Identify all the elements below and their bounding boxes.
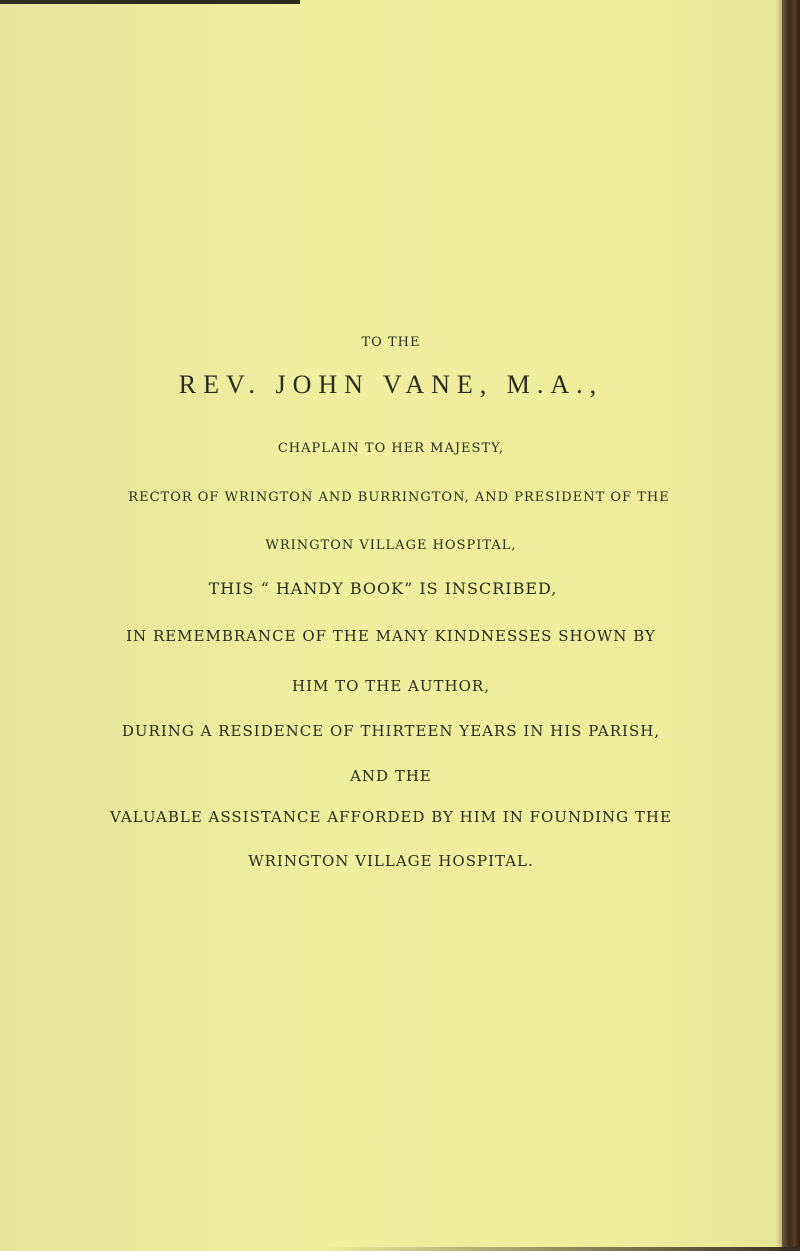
and-the-line: AND THE (350, 767, 432, 785)
page-top-edge (0, 0, 300, 4)
residence-line: DURING A RESIDENCE OF THIRTEEN YEARS IN HIS PARISH, (121, 722, 661, 740)
remembrance-line: IN REMEMBRANCE OF THE MANY KINDNESSES SHOWN BY (126, 627, 656, 645)
dedicatee-rector-line: RECTOR OF WRINGTON AND BURRINGTON, AND PRESIDENT OF THE (128, 490, 670, 505)
author-line: HIM TO THE AUTHOR, (292, 677, 490, 695)
dedication-to-the: TO THE (361, 335, 421, 350)
book-binding-edge (782, 0, 800, 1251)
assistance-line: VALUABLE ASSISTANCE AFFORDED BY HIM IN FOUNDING THE (110, 808, 672, 826)
inscribed-line: THIS “ HANDY BOOK” IS INSCRIBED, (208, 579, 558, 598)
dedicatee-name: REV. JOHN VANE, M.A., (178, 370, 604, 399)
final-hospital-line: WRINGTON VILLAGE HOSPITAL. (248, 852, 534, 870)
page-bottom-edge (0, 1247, 800, 1251)
dedicatee-title: CHAPLAIN TO HER MAJESTY, (277, 441, 505, 456)
dedicatee-hospital-line: WRINGTON VILLAGE HOSPITAL, (265, 538, 517, 553)
